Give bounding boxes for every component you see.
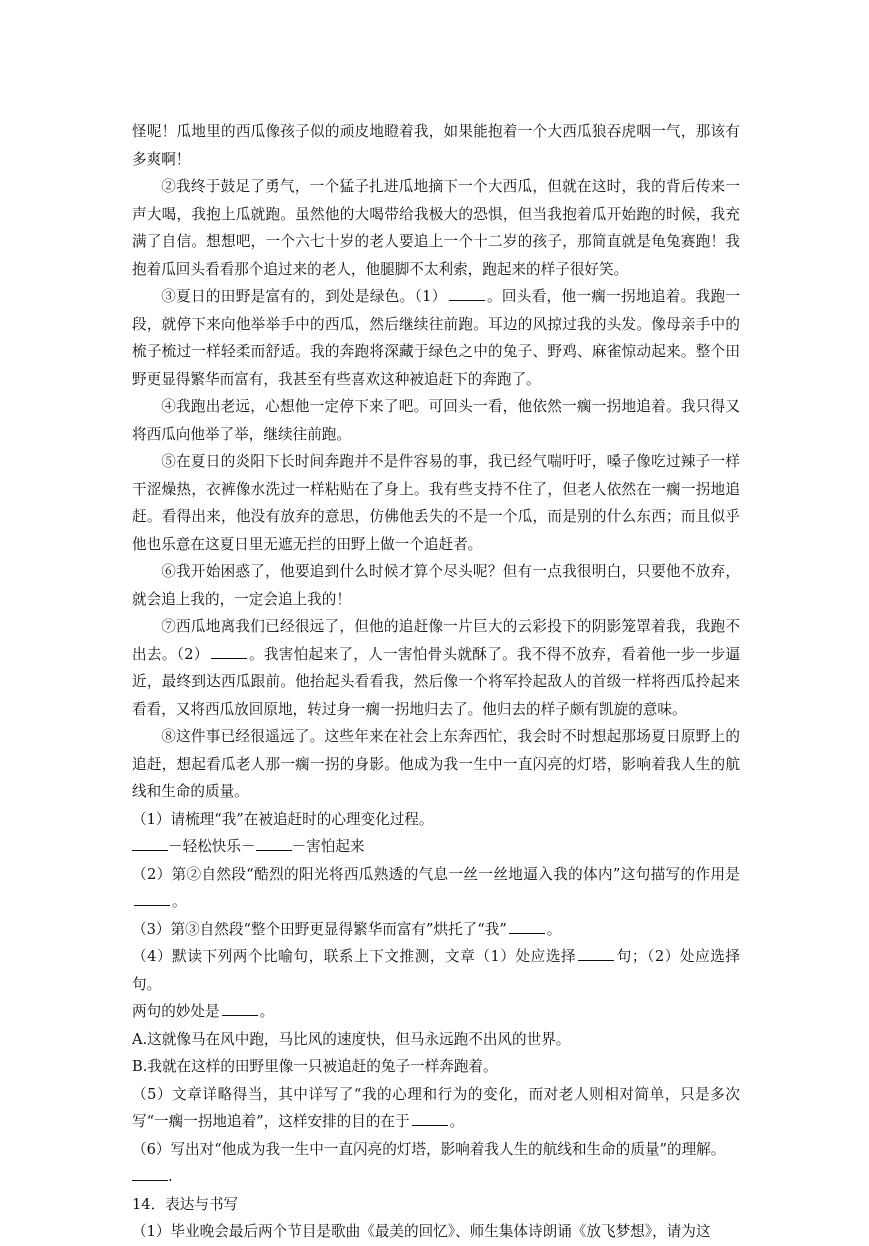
question-5 [132, 1081, 740, 1136]
paragraph-3-part-a: ③夏日的田野是富有的，到处是绿色。（1） [161, 288, 447, 305]
option-b: B.我就在这样的田野里像一只被追赶的兔子一样奔跑着。 [132, 1058, 498, 1075]
question-6-end: . [168, 1168, 173, 1185]
answer-blank[interactable] [256, 836, 292, 851]
answer-blank[interactable] [449, 286, 485, 301]
question-4-text-d: 两句的妙处是 [132, 1003, 220, 1020]
option-a: A.这就像马在风中跑，马比风的速度快，但马永远跑不出风的世界。 [132, 1030, 571, 1048]
paragraph-6: ⑥我开始困惑了，他要追到什么时候才算个尽头呢？但有一点我很明白，只要他不放弃，就会追上我的，一定会追上我的！ [132, 563, 740, 608]
document-page [132, 118, 740, 1246]
answer-blank[interactable] [222, 1001, 258, 1016]
answer-blank[interactable] [211, 644, 247, 659]
section-14-question-1: （1）毕业晚会最后两个节目是歌曲《最美的回忆》、师生集体诗朗诵《放飞梦想》，请为这 [132, 1223, 711, 1240]
section-14-heading: 14．表达与书写 [132, 1195, 239, 1213]
question-1-mid: －轻松快乐－ [168, 838, 256, 855]
question-4-text: （4）默读下列两个比喻句，联系上下文推测，文章（1）处应选择 [132, 948, 577, 965]
question-4 [132, 943, 740, 998]
answer-blank[interactable] [578, 946, 614, 961]
answer-blank[interactable] [132, 1166, 168, 1181]
question-1-answer-line [132, 833, 740, 861]
answer-blank[interactable] [509, 919, 545, 934]
paragraph-5: ⑤在夏日的炎阳下长时间奔跑并不是件容易的事，我已经气喘吁吁，嗓子像吃过辣子一样干涩燥热，衣裤像水洗过一样粘贴在了身上。我有些支持不住了，但老人依然在一瘸一拐地追赶。看得出来，他没有放弃的意思，仿佛他丢失的不是一个瓜，而是别的什么东西；而且似乎他也乐意在这夏日里无遮无拦的田野上做一个追赶者。 [132, 453, 740, 553]
paragraph-3-part-b: 。回头看，他一瘸一拐地追着。我跑一段，就停下来向他举举手中的西瓜，然后继续往前跑。耳边的风掠过我的头发。像母亲手中的梳子梳过一样轻柔而舒适。我的奔跑将深藏于绿色之中的兔子、野鸡、麻雀惊动起来。整个田野更显得繁华而富有，我甚至有些喜欢这种被追赶下的奔跑了。 [132, 288, 740, 388]
paragraph-1-tail: 怪呢！瓜地里的西瓜像孩子似的顽皮地瞪着我，如果能抱着一个大西瓜狼吞虎咽一气，那该有多爽啊！ [132, 123, 740, 168]
paragraph-7-part-b: 。我害怕起来了，人一害怕骨头就酥了。我不得不放弃，看着他一步一步逼近，最终到达西瓜跟前。他抬起头看看我，然后像一个将军拎起敌人的首级一样将西瓜拎起来看看，又将西瓜放回原地，转过身一瘸一拐地归去了。他归去的样子颇有凯旋的意味。 [132, 645, 740, 718]
paragraph-4: ④我跑出老远，心想他一定停下来了吧。可回头一看，他依然一瘸一拐地追着。我只得又将西瓜向他举了举，继续往前跑。 [132, 398, 740, 443]
question-5-text: （5）文章详略得当，其中详写了“我的心理和行为的变化，而对老人则相对简单，只是多次写“一瘸一拐地追着”，这样安排的目的在于 [132, 1085, 740, 1130]
answer-blank[interactable] [132, 836, 168, 851]
question-3-text: （3）第③自然段“整个田野更显得繁华而富有”烘托了“我” [132, 920, 507, 938]
question-1: （1）请梳理“我”在被追赶时的心理变化过程。 [132, 810, 434, 828]
answer-blank[interactable] [412, 1111, 448, 1126]
question-4-followup [132, 998, 740, 1026]
paragraph-8: ⑧这件事已经很遥远了。这些年来在社会上东奔西忙，我会时不时想起那场夏日原野上的追赶，想起看瓜老人那一瘸一拐的身影。他成为我一生中一直闪亮的灯塔，影响着我人生的航线和生命的质量。 [132, 728, 740, 800]
paragraph-7-part-a: ⑦西瓜地离我们已经很远了，但他的追赶像一片巨大的云彩投下的阴影笼罩着我，我跑不出去。（2） [132, 618, 740, 663]
paragraph-3 [132, 283, 740, 393]
question-4-text-b: 句；（2）处应选择 [616, 948, 740, 965]
question-5-end: 。 [449, 1113, 465, 1130]
question-2 [132, 861, 740, 916]
answer-blank[interactable] [134, 891, 170, 906]
question-6: （6）写出对“他成为我一生中一直闪亮的灯塔，影响着我人生的航线和生命的质量”的理解。 [132, 1140, 726, 1158]
paragraph-7 [132, 613, 740, 723]
question-2-text: （2）第②自然段“酷烈的阳光将西瓜熟透的气息一丝一丝地逼入我的体内”这句描写的作用是 [132, 865, 740, 883]
question-3 [132, 916, 740, 944]
question-3-end: 。 [546, 920, 562, 938]
paragraph-2: ②我终于鼓足了勇气，一个猛子扎进瓜地摘下一个大西瓜，但就在这时，我的背后传来一声大喝，我抱上瓜就跑。虽然他的大喝带给我极大的恐惧，但当我抱着瓜开始跑的时候，我充满了自信。想想吧，一个六七十岁的老人要追上一个十二岁的孩子，那简直就是龟兔赛跑！我抱着瓜回头看看那个追过来的老人，他腿脚不太利索，跑起来的样子很好笑。 [132, 178, 740, 278]
question-6-answer-line [132, 1163, 740, 1191]
question-2-end: 。 [172, 893, 187, 910]
question-1-end: －害怕起来 [291, 838, 365, 855]
question-4-end: 。 [259, 1003, 275, 1020]
question-4-text-c: 句。 [132, 975, 162, 993]
